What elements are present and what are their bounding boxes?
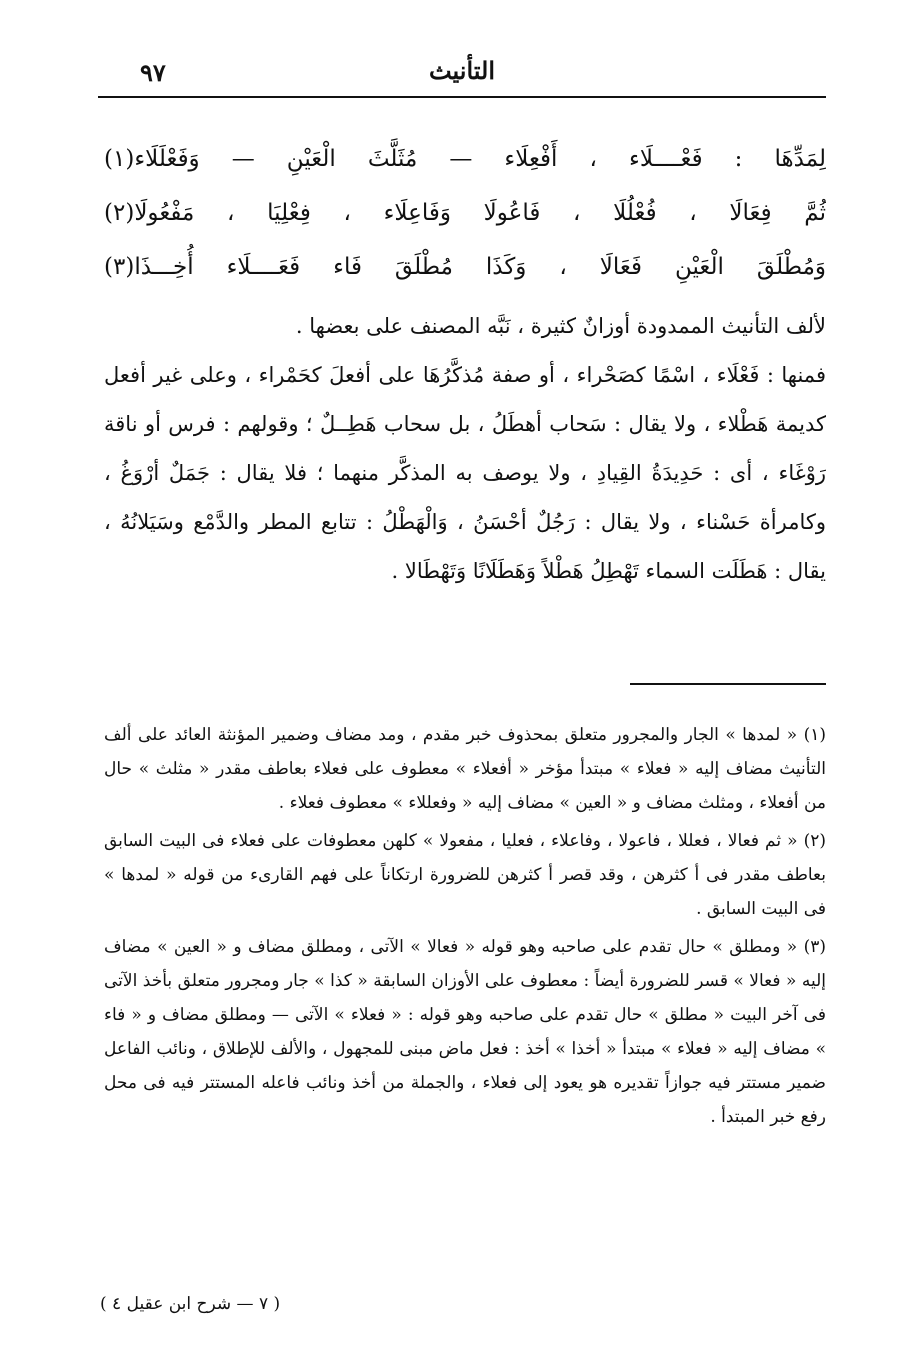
verse-line-1: لِمَدِّهَا : فَعْــــلَاء ، أَفْعِلَاء — مُثَلَّثَ الْعَيْنِ — وَفَعْلَلَاء(١): [104, 146, 826, 172]
commentary-text: [104, 302, 826, 596]
running-header: [98, 52, 826, 98]
footnote-2: (٢) « ثم فعالا ، فعللا ، فاعولا ، وفاعلاء ، فعليا ، مفعولا » كلهن معطوفات على فعلاء فى البيت السابق بعاطف مقدر فى أ كثرهن ، وقد قصر أ كثرهن للضرورة ارتكاناً على فهم القارىء من قوله « لمدها » فى البيت السابق .: [104, 831, 826, 919]
running-title: التأنيث: [428, 56, 496, 85]
footnotes: [104, 718, 826, 1138]
commentary-paragraph-1: لألف التأنيث الممدودة أوزانٌ كثيرة ، نَبَّه المصنف على بعضها .: [295, 314, 826, 338]
footnote-1: (١) « لمدها » الجار والمجرور متعلق بمحذوف خبر مقدم ، ومد مضاف وضمير المؤنثة العائد على ألف التأنيث مضاف إليه « فعلاء » مبتدأ مؤخر « أفعلاء » معطوف على فعلاء بعاطف مقدر « مثلث » حال من أفعلاء ، ومثلث مضاف و « العين » مضاف إليه « وفعللاء » معطوف فعلاء .: [104, 725, 826, 813]
verse-line-2: ثُمَّ فِعَالَا ، فُعْلُلَا ، فَاعُولَا وَفَاعِلَاء ، فِعْلِيَا ، مَفْعُولَا(٢): [104, 200, 826, 226]
volume-signature: ( ٧ — شرح ابن عقيل ٤ ): [100, 1294, 281, 1314]
footnote-divider: [630, 683, 826, 685]
page-number: ٩٧: [140, 58, 166, 87]
commentary-paragraph-2: فمنها : فَعْلَاء ، اسْمًا كصَحْراء ، أو صفة مُذكَّرُهَا على أفعلَ كحَمْراء ، وعلى غير أفعل كديمة هَطْلاء ، ولا يقال : سَحاب أهطَلُ ، بل سحاب هَطِــلٌ ؛ وقولهم : فرس أو ناقة رَوْغَاء ، أى : حَدِيدَةُ القِيادِ ، ولا يوصف به المذكَّر منهما ؛ فلا يقال : جَمَلٌ أرْوَغُ ، وكامرأة حَسْناء ، ولا يقال : رَجُلٌ أحْسَنُ ، وَالْهَطْلُ : تتابع المطر والدَّمْع وسَيَلانُهُ ، يقال : هَطَلَت السماء تَهْطِلُ هَطْلاً وَهَطَلَانًا وَتَهْطَالا .: [104, 363, 826, 583]
verse-block: [104, 132, 826, 294]
verse-line-3: وَمُطْلَقَ الْعَيْنِ فَعَالَا ، وَكَذَا مُطْلَقَ فَاء فَعَــــلَاء أُخِـــذَا(٣): [104, 254, 826, 280]
footnote-3: (٣) « ومطلق » حال تقدم على صاحبه وهو قوله « فعالا » الآتى ، ومطلق مضاف و « العين » مضاف إليه « فعالا » قسر للضرورة أيضاً : معطوف على الأوزان السابقة « كذا » جار ومجرور متعلق بأخذ الآتى فى آخر البيت « مطلق » حال تقدم على صاحبه وهو قوله : « فعلاء » الآتى — ومطلق مضاف و « فاء » مضاف إليه « فعلاء » مبتدأ « أخذا » أخذ : فعل ماض مبنى للمجهول ، والألف للإطلاق ، ونائب الفاعل ضمير مستتر فيه جوازاً تقديره هو يعود إلى فعلاء ، والجملة من أخذ ونائب فاعله المستتر فيه فى محل رفع خبر المبتدأ .: [104, 937, 826, 1127]
